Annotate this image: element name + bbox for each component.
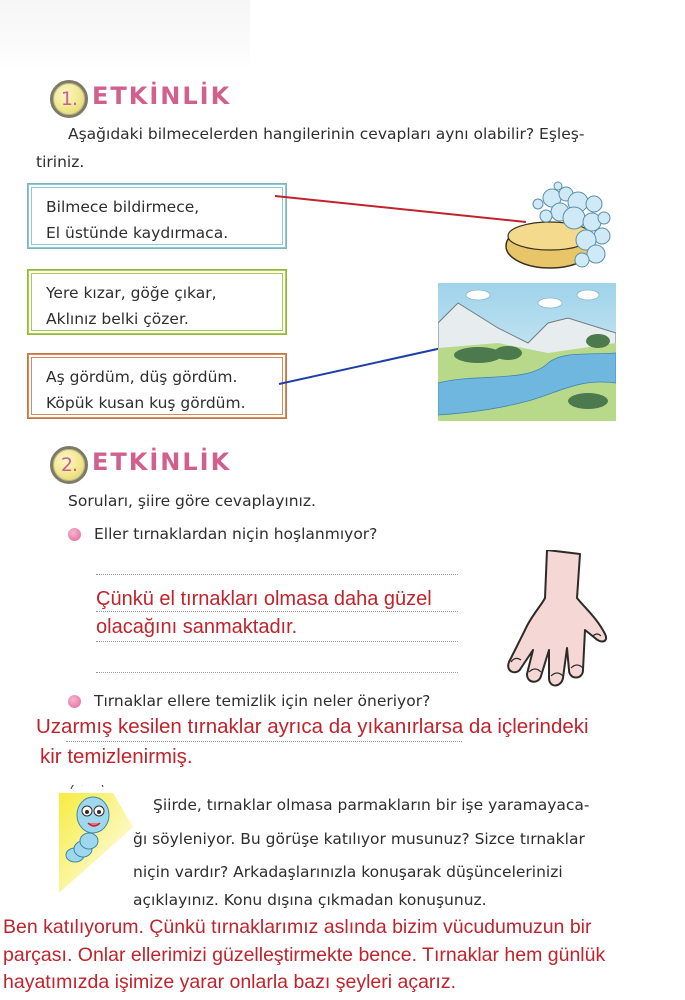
activity-1-instruction-line1: Aşağıdaki bilmecelerden hangilerinin cevapları aynı olabilir? Eşleş- xyxy=(68,125,585,143)
question-1-bullet-icon xyxy=(68,528,81,541)
activity-2-instruction: Soruları, şiire göre cevaplayınız. xyxy=(68,492,316,510)
activity-2-number-badge xyxy=(50,446,88,484)
activity-1-title: ETKİNLİK xyxy=(92,82,232,110)
riddle-1-line2: El üstünde kaydırmaca. xyxy=(46,224,229,242)
match-line-blue xyxy=(279,344,460,384)
question-2-text: Tırnaklar ellere temizlik için neler öneriyor? xyxy=(94,692,431,710)
answer-line-4 xyxy=(96,672,458,673)
discussion-line4: açıklayınız. Konu dışına çıkmadan konuşunuz. xyxy=(133,891,487,909)
discussion-line2: ğı söyleniyor. Bu görüşe katılıyor musunuz? Sizce tırnaklar xyxy=(133,830,585,848)
hand-image xyxy=(505,550,615,700)
river-landscape-image[interactable] xyxy=(438,283,616,421)
activity-2-number: 2. xyxy=(60,454,78,476)
activity-2-title: ETKİNLİK xyxy=(92,448,232,476)
riddle-3-line2: Köpük kusan kuş gördüm. xyxy=(46,394,246,412)
caterpillar-mascot-icon xyxy=(55,785,133,893)
discussion-line3: niçin vardır? Arkadaşlarınızla konuşarak düşüncelerinizi xyxy=(133,863,563,881)
discussion-line1: Şiirde, tırnaklar olmasa parmakların bir işe yaramayaca- xyxy=(153,796,590,814)
riddle-2-line1: Yere kızar, göğe çıkar, xyxy=(46,284,217,302)
match-line-red xyxy=(275,196,526,222)
soap-bubbles-image[interactable] xyxy=(500,180,615,280)
answer-line-1 xyxy=(96,574,458,575)
question-1-answer-line1[interactable]: Çünkü el tırnakları olmasa daha güzel xyxy=(96,588,432,610)
discussion-answer-line1[interactable]: Ben katılıyorum. Çünkü tırnaklarımız aslında bizim vücudumuzun bir xyxy=(3,916,592,938)
question-2-answer-line2[interactable]: kir temizlenirmiş. xyxy=(40,745,193,768)
riddle-1-line1: Bilmece bildirmece, xyxy=(46,198,200,216)
activity-1-instruction-line2: tiriniz. xyxy=(36,153,85,171)
riddle-2-line2: Aklınız belki çözer. xyxy=(46,310,189,328)
riddle-3-line1: Aş gördüm, düş gördüm. xyxy=(46,368,238,386)
question-2-answer-line1[interactable]: Uzarmış kesilen tırnaklar ayrıca da yıkanırlarsa da içlerindeki xyxy=(36,715,589,738)
question-1-answer-line2[interactable]: olacağını sanmaktadır. xyxy=(96,616,298,638)
discussion-answer-line3[interactable]: hayatımızda işimize yarar onlarla bazı şeyleri açarız. xyxy=(3,971,457,993)
question-2-bullet-icon xyxy=(68,695,81,708)
answer-line-3 xyxy=(96,641,458,642)
question-1-text: Eller tırnaklardan niçin hoşlanmıyor? xyxy=(94,525,378,543)
discussion-answer-line2[interactable]: parçası. Onlar ellerimizi güzelleştirmekte bence. Tırnaklar hem günlük xyxy=(3,944,606,966)
activity-1-number: 1. xyxy=(60,88,78,110)
